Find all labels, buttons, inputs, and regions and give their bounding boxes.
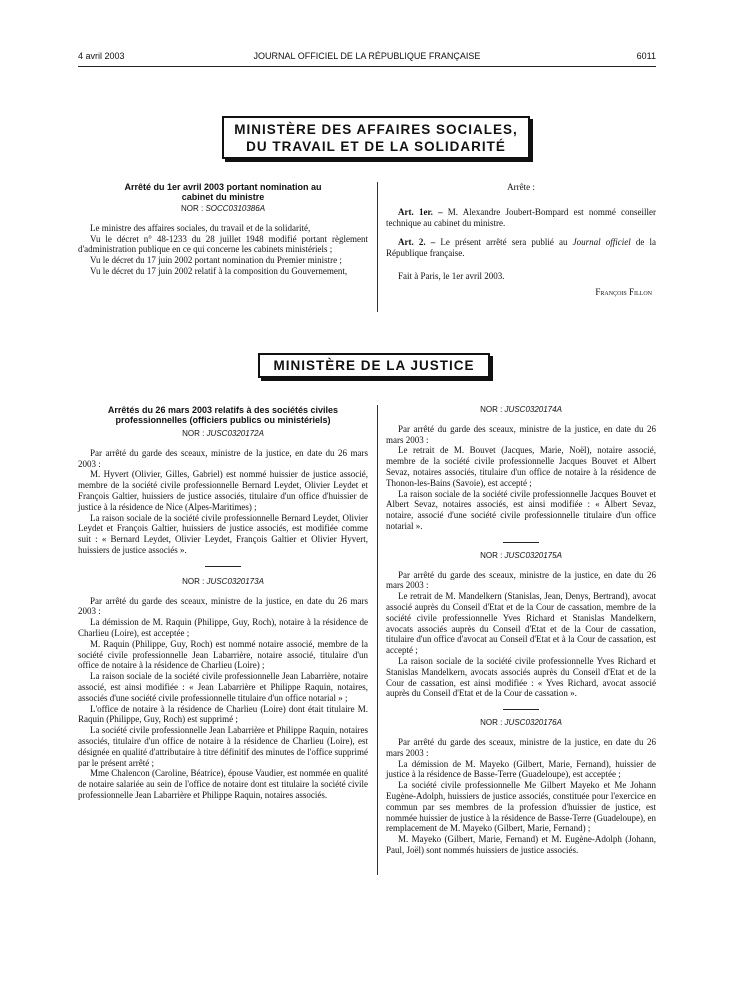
nor-label: NOR : (480, 718, 503, 728)
section1-right-column (386, 182, 656, 298)
article-2-text-before: Le présent arrêté sera publié au (440, 237, 568, 248)
section2-right-column (386, 405, 656, 856)
column-separator (377, 405, 378, 875)
header-journal-title: JOURNAL OFFICIEL DE LA RÉPUBLIQUE FRANÇAISE (253, 51, 481, 61)
nor-code: JUSC0320172A (206, 429, 264, 438)
header-rule (78, 66, 656, 67)
paragraph: Par arrêté du garde des sceaux, ministre de la justice, en date du 26 mars 2003 : (78, 447, 368, 469)
paragraph: La raison sociale de la société civile professionnelle Jacques Bouvet et Albert Sevaz, notaires associés, est ainsi modifiée : « Albert Sevaz, notaire, associé d'une société civile professionnelle titulaire d'un office notarial ». (386, 488, 656, 531)
nor-code: JUSC0320174A (504, 405, 562, 414)
arrete-word: Arrête : (507, 182, 535, 192)
header-page-number: 6011 (636, 51, 656, 61)
paragraph: M. Hyvert (Olivier, Gilles, Gabriel) est nommé huissier de justice associé, membre de la société civile professionnelle Bernard Leydet, Olivier Leydet et François Galtier, huissiers de justice associés, titulaire d'un office d'huissier de justice à la résidence de Nice (Alpes-Maritimes) ; (78, 469, 368, 512)
article-2-label: Art. 2. – (398, 237, 436, 248)
paragraph: La société civile professionnelle Me Gilbert Mayeko et Me Johann Eugène-Adolph, huissiers de justice associés, constituée pour l'exercice en commun par ses membres de la profession d'huissier de justice, est nommée huissier de justice à la résidence de Basse-Terre (Guadeloupe), en remplacement de M. Mayeko (Gilbert, Marie, Fernand) ; (386, 780, 656, 834)
paragraph: Vu le décret du 17 juin 2002 portant nomination du Premier ministre ; (90, 255, 342, 266)
article-2-journal: Journal officiel (572, 237, 631, 248)
nor-label: NOR : (480, 550, 503, 560)
nor-code: JUSC0320173A (206, 576, 264, 586)
signature: François Fillon (595, 286, 652, 297)
ministry-heading-line1: MINISTÈRE DES AFFAIRES SOCIALES, (234, 122, 518, 137)
ministry-heading-line2: DU TRAVAIL ET DE LA SOLIDARITÉ (246, 139, 506, 154)
nor-reference (386, 405, 656, 416)
nor-reference (78, 577, 368, 588)
header-date: 4 avril 2003 (78, 51, 125, 61)
article-2-text-after: de la République française. (386, 237, 657, 259)
paragraph: M. Mayeko (Gilbert, Marie, Fernand) et M. Eugène-Adolph (Johann, Paul, Joël) sont nommés huissiers de justice associés. (386, 834, 656, 855)
nor-label: NOR : (180, 204, 204, 213)
nor-reference (78, 429, 368, 440)
paragraph: La raison sociale de la société civile professionnelle Jean Labarrière, notaire associé, est ainsi modifiée : « Jean Labarrière et Philippe Raquin, notaires, associés d'une société civile professionnelle titulaire d'un office notarial » ; (78, 671, 368, 703)
paragraph: Vu le décret n° 48-1233 du 28 juillet 1948 modifié portant règlement d'administration publique en ce qui concerne les cabinets ministériels ; (78, 233, 368, 255)
paragraph: M. Raquin (Philippe, Guy, Roch) est nommé notaire associé, membre de la société civile professionnelle Jean Labarrière, notaire associé, titulaire d'un office de notaire à la résidence de Charlieu (Loire) ; (78, 638, 368, 671)
paragraph: Vu le décret du 17 juin 2002 relatif à la composition du Gouvernement, (90, 265, 348, 276)
nor-label: NOR : (182, 429, 205, 438)
article-1-text: M. Alexandre Joubert-Bompard est nommé conseiller technique au cabinet du ministre. (386, 206, 657, 228)
article-2 (386, 237, 656, 259)
paragraph: Par arrêté du garde des sceaux, ministre de la justice, en date du 26 mars 2003 : (386, 736, 656, 758)
arrete-title: Arrêté du 1er avril 2003 portant nomination au cabinet du ministre (124, 182, 322, 202)
nor-code: JUSC0320176A (504, 718, 562, 728)
done-at: Fait à Paris, le 1er avril 2003. (398, 270, 505, 281)
paragraph: Par arrêté du garde des sceaux, ministre de la justice, en date du 26 mars 2003 : (386, 569, 656, 591)
nor-reference (386, 718, 656, 729)
page-header (78, 51, 656, 65)
nor-code: JUSC0320175A (504, 550, 562, 560)
arretes-title: Arrêtés du 26 mars 2003 relatifs à des sociétés civiles professionnelles (officiers publics ou ministériels) (107, 405, 339, 425)
paragraph: Le ministre des affaires sociales, du travail et de la solidarité, (90, 222, 311, 233)
nor-code: SOCC0310386A (205, 204, 266, 213)
nor-reference (78, 204, 368, 215)
column-separator (377, 182, 378, 312)
nor-label: NOR : (480, 405, 503, 414)
nor-label: NOR : (182, 576, 205, 586)
paragraph: Le retrait de M. Mandelkern (Stanislas, Jean, Denys, Bertrand), avocat associé auprès du Conseil d'Etat et de la Cour de cassation, membre de la société civile professionnelle Yves Richard et Stanislas Mandelkern, avocats associés auprès du Conseil d'Etat et de la Cour de cassation, titulaire d'un office d'avocat au Conseil d'Etat et à la Cour de cassation, est accepté ; (386, 591, 656, 656)
section1-left-column (78, 182, 368, 277)
paragraph: La société civile professionnelle Jean Labarrière et Philippe Raquin, notaires associés, titulaire d'un office de notaire à la résidence de Charlieu (Loire), est désignée en qualité d'attributaire à titre définitif des minutes de l'office supprimé par le présent arrêté ; (78, 725, 368, 768)
paragraph: Par arrêté du garde des sceaux, ministre de la justice, en date du 26 mars 2003 : (386, 423, 656, 445)
ministry-heading-justice: MINISTÈRE DE LA JUSTICE (258, 353, 490, 378)
paragraph: L'office de notaire à la résidence de Charlieu (Loire) dont était titulaire M. Raquin (Philippe, Guy, Roch) est supprimé ; (78, 703, 368, 725)
ministry-heading-social-affairs (222, 116, 530, 159)
paragraph: Mme Chalencon (Caroline, Béatrice), épouse Vaudier, est nommée en qualité de notaire salariée au sein de l'office de notaire dont est titulaire la société civile professionnelle Jean Labarrière et Philippe Raquin, notaires associés. (78, 768, 368, 800)
article-1 (386, 207, 656, 229)
section2-left-column (78, 405, 368, 801)
paragraph: Par arrêté du garde des sceaux, ministre de la justice, en date du 26 mars 2003 : (78, 595, 368, 617)
paragraph: La raison sociale de la société civile professionnelle Bernard Leydet, Olivier Leydet et François Galtier, huissiers de justice associés, est modifiée comme suit : « Bernard Leydet, Olivier Leydet, François Galtier et Olivier Hyvert, huissiers de justice associés ». (78, 512, 368, 555)
nor-reference (386, 551, 656, 562)
paragraph: La démission de M. Raquin (Philippe, Guy, Roch), notaire à la résidence de Charlieu (Loire), est acceptée ; (78, 617, 368, 638)
paragraph: La démission de M. Mayeko (Gilbert, Marie, Fernand), huissier de justice à la résidence de Basse-Terre (Guadeloupe), est acceptée ; (386, 758, 656, 780)
paragraph: La raison sociale de la société civile professionnelle Yves Richard et Stanislas Mandelkern, avocats associés auprès du Conseil d'Etat et de la Cour de cassation, est ainsi modifiée : « Yves Richard, avocat associé auprès du Conseil d'Etat et de la Cour de cassation ». (386, 655, 656, 699)
paragraph: Le retrait de M. Bouvet (Jacques, Marie, Noël), notaire associé, membre de la société civile professionnelle Jacques Bouvet et Albert Sevaz, notaires associés, titulaire d'un office de notaire à la résidence de Thonon-les-Bains (Savoie), est accepté ; (386, 445, 656, 488)
article-1-label: Art. 1er. – (398, 206, 443, 217)
